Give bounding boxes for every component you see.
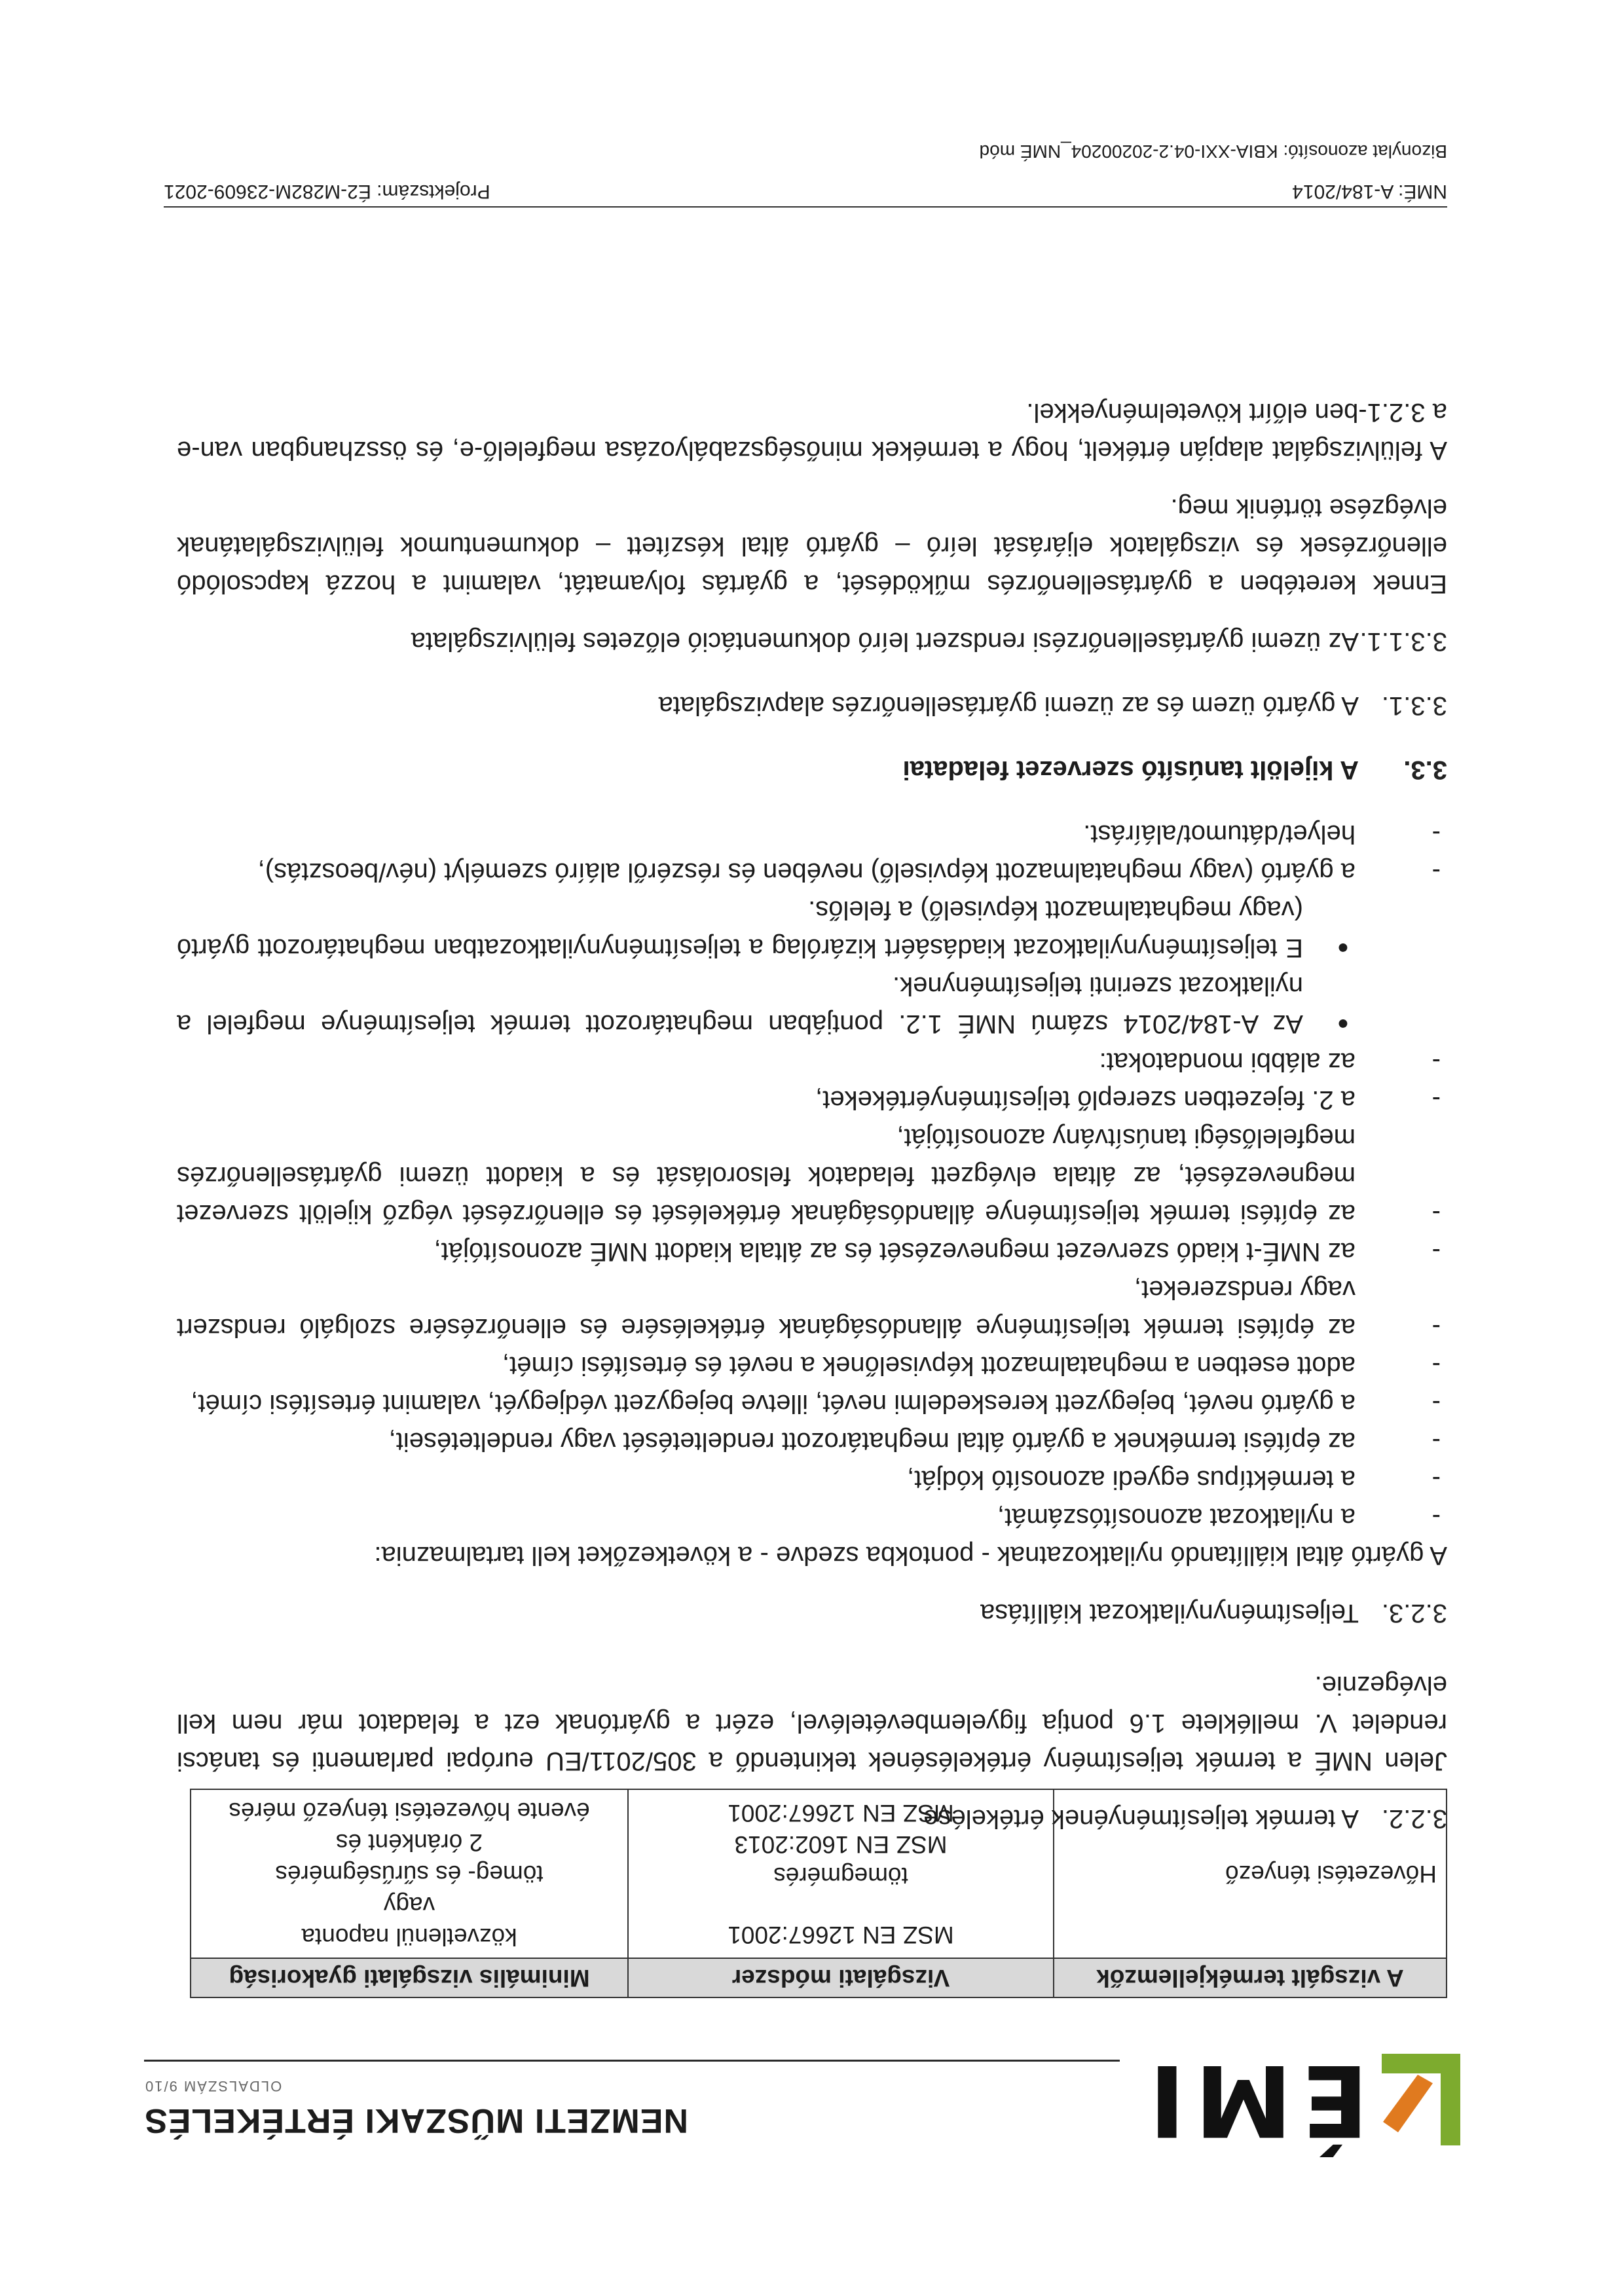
list-item: - az építési termék teljesítménye állandóságának értékelését és ellenőrzését végző kijelölt szervezet megnevezését, az általa elvégzett feladatok felsorolását és a kiadott üzemi gyártásellenőrzés megfelelőségi tanúsítvány azonosítóját,	[177, 1119, 1447, 1233]
list-item: - helyet/dátumot/aláírást.	[177, 815, 1447, 853]
list-item-text: az alábbi mondatokat:	[1099, 1048, 1356, 1076]
table-header-cell: Minimális vizsgálati gyakoriság	[191, 1958, 628, 1997]
section-heading-3-3-1-1	[177, 623, 1447, 661]
section-heading-3-3-1	[177, 687, 1447, 725]
paragraph: A felülvizsgálat alapján értékelt, hogy a termékek minőségszabályozása megfelelő-e, és összhangban van-e a 3.2.1-ben előírt követelményekkel.	[177, 398, 1447, 465]
table-cell-characteristic: Hővezetési tényező	[1054, 1789, 1447, 1958]
section-number: 3.3.1.1.	[1359, 627, 1447, 656]
paragraph: A gyártó által kiállítandó nyilatkozatnak - pontokba szedve - a következőket kell tartalmaznia:	[374, 1541, 1447, 1570]
list-item: - a gyártó nevét, bejegyzett kereskedelmi nevét, illetve bejegyzett védjegyét, valamint értesítési címét,	[177, 1385, 1447, 1423]
table-header-row	[191, 1958, 1447, 1997]
section-title: Teljesítménynyilatkozat kiállítása	[980, 1599, 1359, 1628]
project-number: Projektszám: É2-M282M-23609-2021	[164, 181, 490, 202]
certificate-id: Bizonylat azonosító: KBIA-XXI-04.2-20200204_NMÉ mód	[979, 141, 1447, 162]
list-item: - az NMÉ-t kiadó szervezet megnevezését és az általa kiadott NMÉ azonosítóját,	[177, 1233, 1447, 1271]
section-heading-3-2-3	[177, 1594, 1447, 1632]
section-number: 3.2.2.	[1381, 1804, 1447, 1833]
list-item: - a nyilatkozat azonosítószámát,	[177, 1499, 1447, 1537]
paragraph: Ennek keretében a gyártásellenőrzés működését, a gyártás folyamatát, valamint a hozzá kapcsolódó ellenőrzések és vizsgálatok eljárását leíró – gyártó által készített – dokumentumok felülvizsgálatának elvégzése történik meg.	[177, 494, 1447, 598]
section-title: A kijelölt tanúsító szervezet feladatai	[902, 756, 1359, 784]
method-line: MSZ EN 12667:2001	[728, 1799, 954, 1827]
table-header-cell: Vizsgálati módszer	[628, 1958, 1054, 1997]
sub-list-item: ● Az A-184/2014 számú NMÉ 1.2. pontjában meghatározott termék teljesítménye megfelel a nyilatkozat szerinti teljesítménynek.	[177, 967, 1356, 1043]
method-line: MSZ EN 1602:2013	[734, 1831, 948, 1858]
logo-text: ÉMI	[1139, 2043, 1369, 2157]
page-number: OLDALSZÁM 9/10	[144, 2078, 282, 2094]
required-sentences-list	[177, 891, 1356, 1043]
emi-logo-icon	[1382, 2054, 1460, 2145]
list-item: - a terméktípus egyedi azonosító kódját,	[177, 1461, 1447, 1499]
method-line: tömegmérés	[773, 1862, 908, 1889]
document-title: NEMZETI MŰSZAKI ÉRTÉKELÉS	[144, 2102, 689, 2140]
section-heading-3-3	[177, 751, 1447, 789]
nme-number: NMÉ: A-184/2014	[1292, 181, 1447, 202]
section-title: A termék teljesítményének értékelése	[923, 1804, 1359, 1833]
footer-divider	[164, 206, 1447, 208]
table-header-cell: A vizsgált termékjellemzők	[1054, 1958, 1447, 1997]
section-title: Az üzemi gyártásellenőrzési rendszert leíró dokumentáció előzetes felülvizsgálata	[411, 627, 1359, 656]
list-item: - az építési termék teljesítménye állandóságának értékelésére és ellenőrzésére szolgáló rendszert vagy rendszereket,	[177, 1271, 1447, 1347]
frequency-line: évente hővezetési tényező mérés	[229, 1797, 590, 1825]
declaration-contents-list	[177, 815, 1447, 1537]
document-body	[177, 393, 1447, 1838]
list-item	[177, 891, 1447, 1081]
page-header	[144, 2021, 1460, 2157]
section-number: 3.2.3.	[1381, 1599, 1447, 1628]
frequency-line: tömeg- és sűrűségmérés	[275, 1860, 544, 1887]
method-line: MSZ EN 12667:2001	[728, 1921, 954, 1948]
list-item: - az építési terméknek a gyártó által meghatározott rendeltetését vagy rendeltetéseit,	[177, 1423, 1447, 1461]
list-item: - adott esetben a meghatalmazott képviselőnek a nevét és értesítési címét,	[177, 1347, 1447, 1385]
section-heading-3-2-2	[177, 1800, 1447, 1838]
section-number: 3.3.	[1403, 756, 1447, 784]
list-item: - a 2. fejezetben szereplő teljesítményértékeket,	[177, 1081, 1447, 1119]
sub-list-item: ● E teljesítménynyilatkozat kiadásáért kizárólag a teljesítménynyilatkozatban meghatározott gyártó (vagy meghatalmazott képviselő) a felelős.	[177, 891, 1356, 967]
frequency-line: közvetlenül naponta	[301, 1923, 517, 1950]
header-divider	[144, 2060, 1120, 2062]
section-number: 3.3.1.	[1381, 691, 1447, 720]
section-title: A gyártó üzem és az üzemi gyártásellenőrzés alapvizsgálata	[658, 691, 1359, 720]
page-footer	[164, 141, 1447, 208]
frequency-line: 2 óránként és	[335, 1829, 483, 1856]
list-item: - a gyártó (vagy meghatalmazott képviselő) nevében és részéről aláíró személyt (név/beosztás),	[177, 853, 1447, 891]
frequency-line: vagy	[383, 1891, 435, 1919]
paragraph: Jelen NMÉ a termék teljesítmény értékelésének tekintendő a 305/2011/EU európai parlamenti és tanácsi rendelet V. melléklete 1.6 pontja figyelembevételével, ezért a gyártónak ezt a feladatot már nem kell elvégeznie.	[177, 1671, 1447, 1776]
